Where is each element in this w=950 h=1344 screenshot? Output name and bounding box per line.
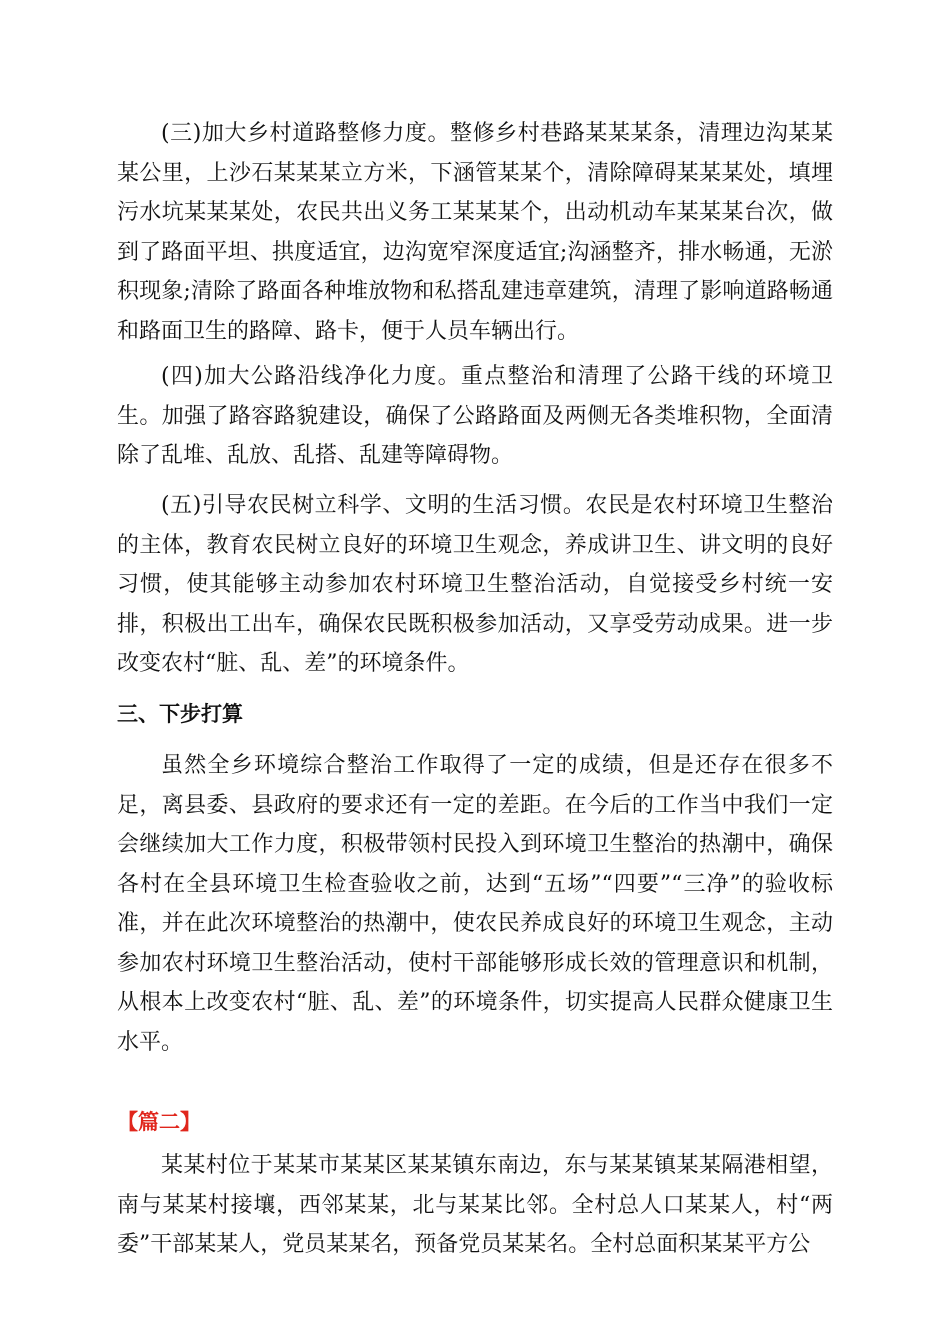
section-tag-part-two: 【篇二】 (117, 1110, 201, 1134)
paragraph-village-intro: 某某村位于某某市某某区某某镇东南边，东与某某镇某某隔港相望，南与某某村接壤，西邻某某，北与某某比邻。全村总人口某某人，村“两委”干部某某人，党员某某名，预备党员某某名。全村总面积某某平方公 (117, 1153, 833, 1257)
paragraph-civilized-habits: (五)引导农民树立科学、文明的生活习惯。农民是农村环境卫生整治的主体，教育农民树立良好的环境卫生观念，养成讲卫生、讲文明的良好习惯，使其能够主动参加农村环境卫生整治活动，自觉接受乡村统一安排，积极出工出车，确保农民既积极参加活动，又享受劳动成果。进一步改变农村“脏、乱、差”的环境条件。 (117, 493, 833, 676)
paragraph-highway-cleanup: (四)加大公路沿线净化力度。重点整治和清理了公路干线的环境卫生。加强了路容路貌建设，确保了公路路面及两侧无各类堆积物，全面清除了乱堆、乱放、乱搭、乱建等障碍物。 (117, 364, 833, 468)
paragraph-next-plans: 虽然全乡环境综合整治工作取得了一定的成绩，但是还存在很多不足，离县委、县政府的要求还有一定的差距。在今后的工作当中我们一定会继续加大工作力度，积极带领村民投入到环境卫生整治的热潮中，确保各村在全县环境卫生检查验收之前，达到“五场”“四要”“三净”的验收标准，并在此次环境整治的热潮中，使农民养成良好的环境卫生观念，主动参加农村环境卫生整治活动，使村干部能够形成长效的管理意识和机制，从根本上改变农村“脏、乱、差”的环境条件，切实提高人民群众健康卫生水平。 (117, 753, 833, 1055)
section-heading-next-steps: 三、下步打算 (117, 702, 243, 726)
paragraph-road-repair: (三)加大乡村道路整修力度。整修乡村巷路某某某条，清理边沟某某某公里，上沙石某某某立方米，下涵管某某个，清除障碍某某某处，填埋污水坑某某某处，农民共出义务工某某某个，出动机动车某某某台次，做到了路面平坦、拱度适宜，边沟宽窄深度适宜;沟涵整齐，排水畅通，无淤积现象;清除了路面各种堆放物和私搭乱建违章建筑，清理了影响道路畅通和路面卫生的路障、路卡，便于人员车辆出行。 (117, 121, 833, 344)
